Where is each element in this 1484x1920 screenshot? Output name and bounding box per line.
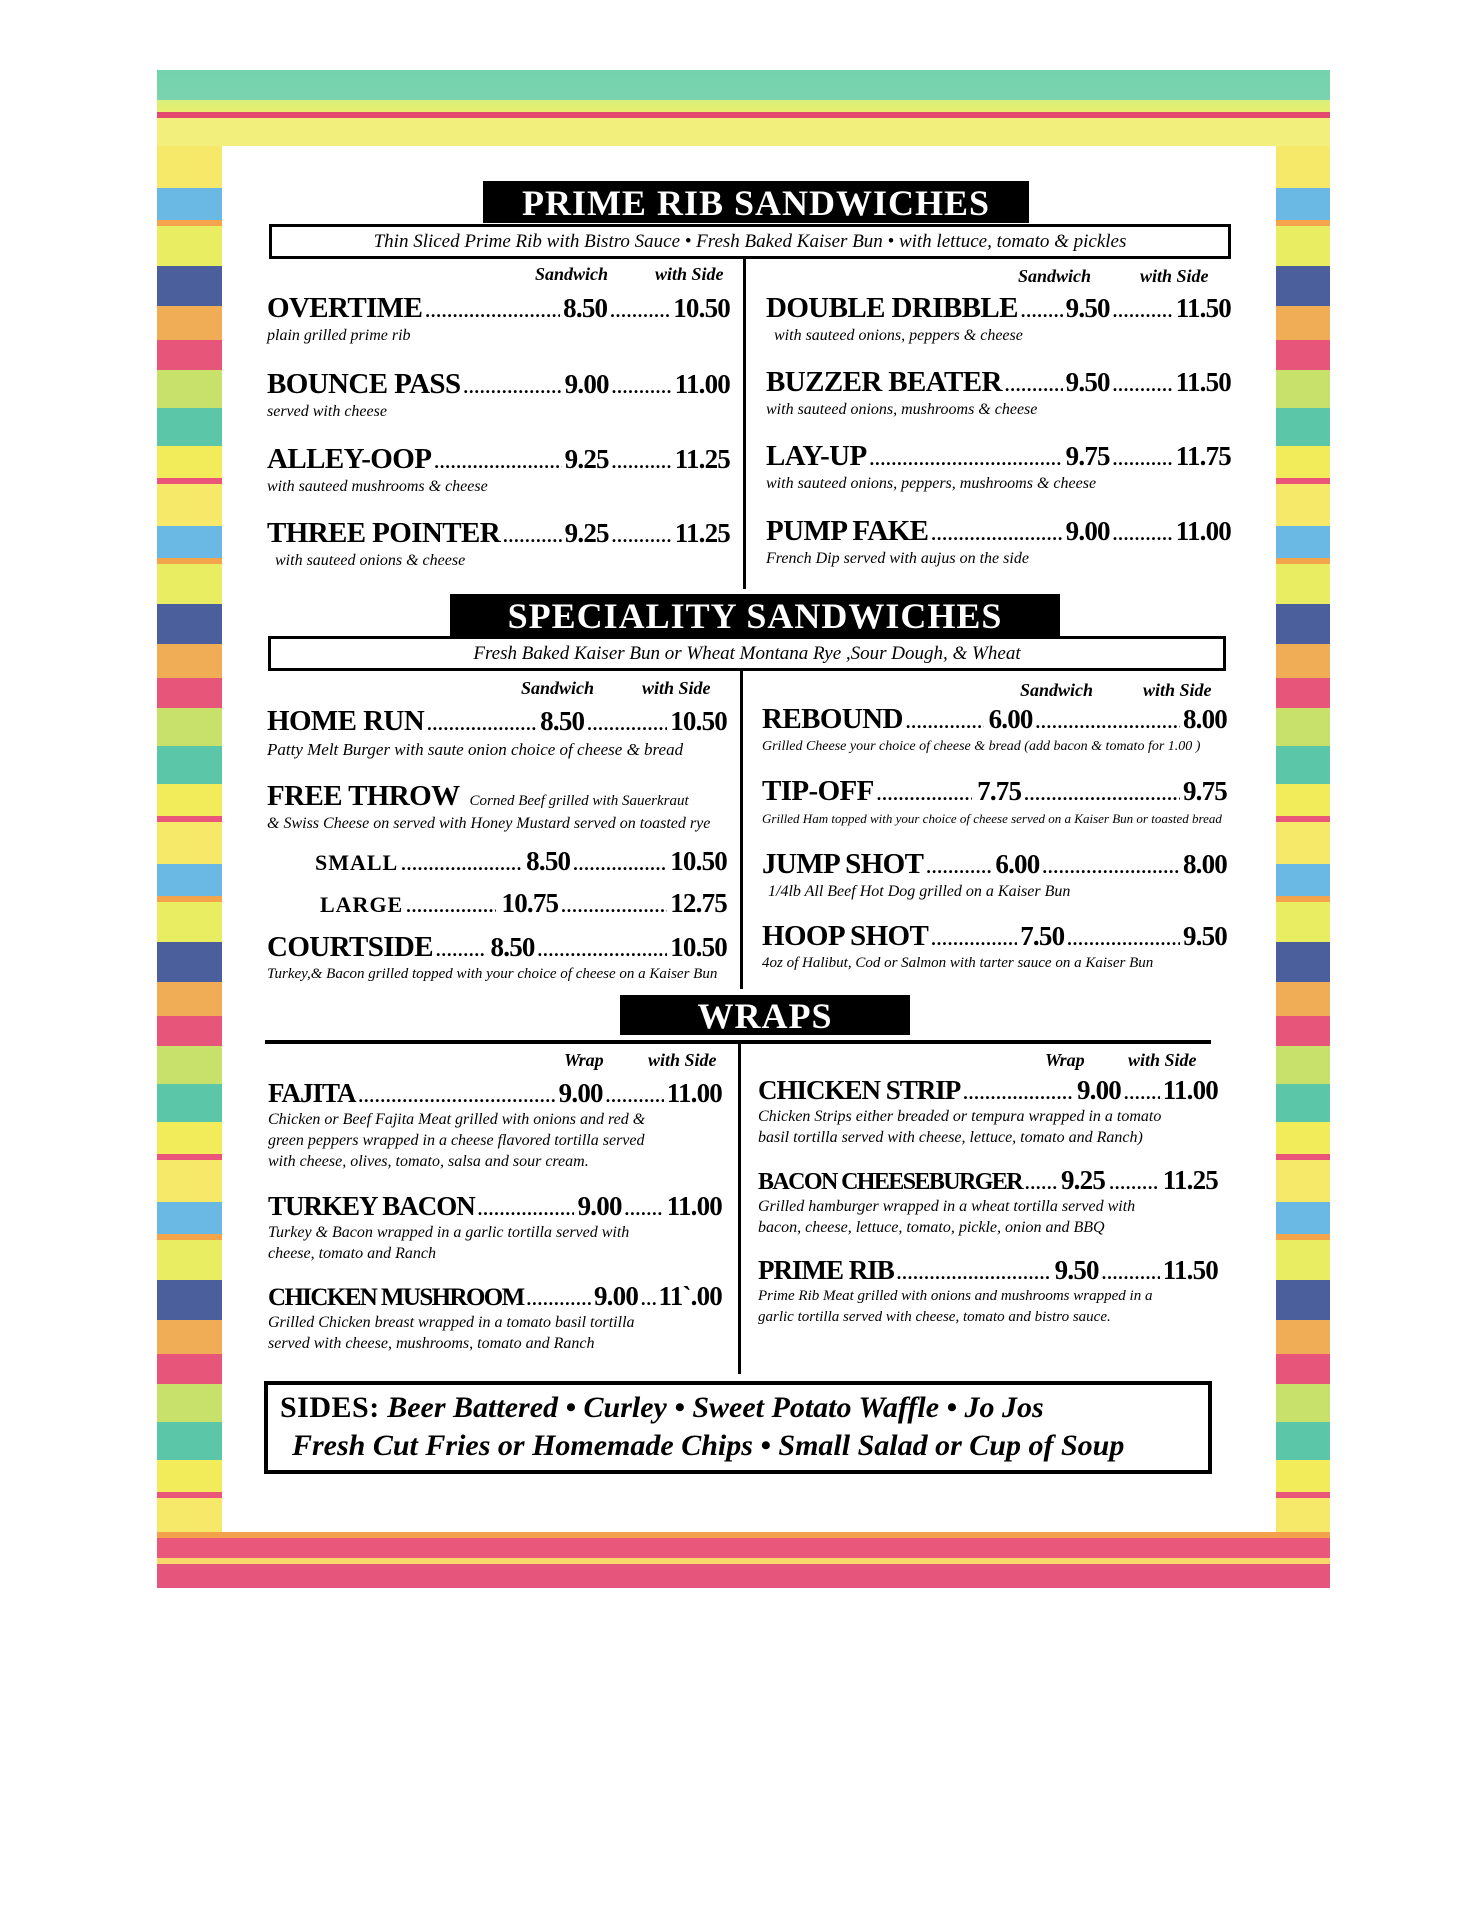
- item-inline-desc: Corned Beef grilled with Sauerkraut: [469, 793, 689, 809]
- item-price: 9.00: [1065, 516, 1110, 546]
- item-name: LARGE: [320, 892, 404, 917]
- col-head-sandwich: Sandwich: [1020, 680, 1094, 700]
- col-head-with-side: with Side: [1143, 680, 1212, 700]
- item-price: 7.50: [1020, 921, 1065, 951]
- item-desc-line: bacon, cheese, lettuce, tomato, pickle, onion and BBQ: [758, 1219, 1105, 1236]
- item-price: 9.00: [564, 369, 609, 399]
- item-price: 7.75: [977, 776, 1022, 806]
- item-price: 9.25: [564, 444, 609, 474]
- sides-box: [264, 1381, 1212, 1474]
- item-price: 9.75: [1065, 441, 1110, 471]
- wrap-item-chicken-mushroom: [268, 1281, 722, 1354]
- wrap-item-bacon-cheeseburger: [758, 1165, 1218, 1238]
- item-price: 8.50: [563, 293, 608, 323]
- menu-item-rebound: [762, 703, 1227, 757]
- item-side-price: 11.25: [1162, 1165, 1218, 1195]
- item-name: TURKEY BACON: [268, 1191, 475, 1221]
- item-desc-line: Turkey & Bacon wrapped in a garlic tortilla served with: [268, 1224, 630, 1241]
- item-name: CHICKEN STRIP: [758, 1075, 961, 1105]
- col-head-with-side: with Side: [648, 1050, 717, 1070]
- item-side-price: 9.75: [1182, 776, 1227, 806]
- item-desc: Grilled Cheese your choice of cheese & bread (add bacon & tomato for 1.00 ): [762, 739, 1201, 754]
- menu-item-courtside: [267, 931, 727, 985]
- col-head-with-side: with Side: [1140, 266, 1209, 286]
- item-desc-line: green peppers wrapped in a cheese flavored tortilla served: [268, 1132, 645, 1149]
- item-name: BUZZER BEATER: [766, 366, 1002, 398]
- menu-item-tip-off: [762, 775, 1227, 829]
- item-desc: 1/4lb All Beef Hot Dog grilled on a Kaiser Bun: [768, 883, 1071, 900]
- wraps-divider: [738, 1044, 741, 1374]
- item-price: 9.00: [593, 1281, 639, 1311]
- item-price: 9.00: [577, 1191, 622, 1221]
- item-side-price: 11.00: [666, 1191, 722, 1221]
- item-side-price: 10.50: [670, 846, 727, 876]
- sides-line-1: Beer Battered • Curley • Sweet Potato Waffle • Jo Jos: [387, 1391, 1044, 1424]
- item-name: ALLEY-OOP: [267, 443, 432, 475]
- menu-item-overtime: [267, 292, 730, 346]
- item-side-price: 10.50: [670, 932, 727, 962]
- item-side-price: 9.50: [1182, 921, 1227, 951]
- item-price: 6.00: [988, 704, 1033, 734]
- item-name: HOOP SHOT: [762, 920, 929, 952]
- item-name: JUMP SHOT: [762, 848, 924, 880]
- menu-item-jump-shot: [762, 848, 1227, 902]
- item-price: 10.75: [501, 888, 559, 918]
- menu-item-lay-up: [766, 440, 1231, 494]
- item-desc-line: Prime Rib Meat grilled with onions and mushrooms wrapped in a: [758, 1288, 1153, 1304]
- sides-line-2: Fresh Cut Fries or Homemade Chips • Small Salad or Cup of Soup: [292, 1429, 1125, 1462]
- item-side-price: 11.25: [674, 444, 730, 474]
- item-side-price: 8.00: [1182, 849, 1227, 879]
- item-price: 8.50: [526, 846, 571, 876]
- item-price: 9.25: [1060, 1165, 1106, 1195]
- item-name: CHICKEN MUSHROOM: [268, 1284, 524, 1311]
- item-price: 9.50: [1065, 293, 1110, 323]
- speciality-subtitle: Fresh Baked Kaiser Bun or Wheat Montana Rye ,Sour Dough, & Wheat: [268, 636, 1226, 671]
- menu-item-small: [315, 846, 727, 877]
- item-side-price: 11.00: [1175, 516, 1231, 546]
- item-name: REBOUND: [762, 703, 903, 735]
- item-side-price: 11.50: [1175, 367, 1231, 397]
- speciality-title: SPECIALITY SANDWICHES: [450, 594, 1060, 636]
- item-side-price: 11.00: [674, 369, 730, 399]
- item-name: FREE THROW: [267, 780, 460, 812]
- item-desc: with sauteed mushrooms & cheese: [267, 478, 488, 495]
- col-head-sandwich: Sandwich: [1018, 266, 1092, 286]
- item-price: 9.25: [564, 518, 609, 548]
- col-head-with-side: with Side: [655, 264, 724, 284]
- item-desc: 4oz of Halibut, Cod or Salmon with tarter sauce on a Kaiser Bun: [762, 955, 1154, 971]
- item-name: BACON CHEESEBURGER: [758, 1169, 1022, 1195]
- item-name: BOUNCE PASS: [267, 368, 461, 400]
- item-desc-line: Grilled hamburger wrapped in a wheat tortilla served with: [758, 1198, 1136, 1215]
- col-head-sandwich: Sandwich: [521, 678, 595, 698]
- menu-item-three-pointer: [267, 517, 730, 571]
- menu-item-double-dribble: [766, 292, 1231, 346]
- speciality-divider: [740, 671, 743, 989]
- item-desc: French Dip served with aujus on the side: [766, 550, 1029, 567]
- item-desc-line: basil tortilla served with cheese, lettuce, tomato and Ranch): [758, 1129, 1143, 1146]
- item-desc: Patty Melt Burger with saute onion choice of cheese & bread: [267, 740, 684, 759]
- item-side-price: 10.50: [670, 706, 727, 736]
- item-side-price: 11.75: [1175, 441, 1231, 471]
- menu-item-buzzer-beater: [766, 366, 1231, 420]
- item-name: LAY-UP: [766, 440, 867, 472]
- item-side-price: 11.25: [674, 518, 730, 548]
- col-head-with-side: with Side: [1128, 1050, 1197, 1070]
- item-name: THREE POINTER: [267, 517, 501, 549]
- item-desc: with sauteed onions & cheese: [275, 552, 466, 569]
- item-desc: Grilled Ham topped with your choice of cheese served on a Kaiser Bun or toasted bread: [762, 811, 1222, 826]
- item-price: 9.00: [1076, 1075, 1122, 1105]
- item-price: 8.50: [540, 706, 585, 736]
- item-side-price: 11.50: [1162, 1255, 1218, 1285]
- item-desc-line: with cheese, olives, tomato, salsa and sour cream.: [268, 1153, 589, 1170]
- item-desc-line: Chicken Strips either breaded or tempura wrapped in a tomato: [758, 1108, 1162, 1125]
- item-desc: plain grilled prime rib: [267, 327, 411, 344]
- item-desc-line: Chicken or Beef Fajita Meat grilled with onions and red &: [268, 1111, 646, 1128]
- item-name: PRIME RIB: [758, 1255, 894, 1285]
- col-head-sandwich: Sandwich: [535, 264, 609, 284]
- item-side-price: 11.00: [1162, 1075, 1218, 1105]
- menu-item-home-run: [267, 705, 727, 761]
- wraps-title: WRAPS: [620, 995, 910, 1035]
- item-side-price: 11.50: [1175, 293, 1231, 323]
- item-price: 9.00: [558, 1078, 603, 1108]
- wrap-item-chicken-strip: [758, 1075, 1218, 1148]
- item-price: 8.50: [490, 932, 535, 962]
- item-price: 6.00: [995, 849, 1040, 879]
- item-price: 9.50: [1065, 367, 1110, 397]
- item-name: TIP-OFF: [762, 775, 874, 807]
- wrap-item-fajita: [268, 1078, 722, 1172]
- item-side-price: 11`.00: [658, 1281, 722, 1311]
- menu-item-large: [320, 888, 727, 919]
- item-desc-line: cheese, tomato and Ranch: [268, 1245, 436, 1262]
- item-price: 9.50: [1054, 1255, 1099, 1285]
- col-head-wrap: Wrap: [564, 1050, 604, 1070]
- item-desc: with sauteed onions, peppers & cheese: [774, 327, 1023, 344]
- item-desc: served with cheese: [267, 403, 387, 420]
- item-name: DOUBLE DRIBBLE: [766, 292, 1018, 324]
- menu-item-hoop-shot: [762, 920, 1227, 974]
- col-head-wrap: Wrap: [1045, 1050, 1085, 1070]
- placemat-top-stripes: [157, 70, 1330, 146]
- item-side-price: 11.00: [666, 1078, 722, 1108]
- item-desc: with sauteed onions, mushrooms & cheese: [766, 401, 1038, 418]
- item-side-price: 10.50: [673, 293, 730, 323]
- item-desc: Turkey,& Bacon grilled topped with your choice of cheese on a Kaiser Bun: [267, 966, 718, 982]
- menu-item-bounce-pass: [267, 368, 730, 422]
- menu-item-alley-oop: [267, 443, 730, 497]
- item-name: SMALL: [315, 850, 399, 875]
- item-desc: with sauteed onions, peppers, mushrooms & cheese: [766, 475, 1097, 492]
- item-name: PUMP FAKE: [766, 515, 929, 547]
- menu-item-pump-fake: [766, 515, 1231, 569]
- sides-label: SIDES:: [280, 1391, 380, 1424]
- item-name: OVERTIME: [267, 292, 423, 324]
- item-desc-line: served with cheese, mushrooms, tomato and Ranch: [268, 1335, 595, 1352]
- item-side-price: 8.00: [1182, 704, 1227, 734]
- item-desc: & Swiss Cheese on served with Honey Mustard served on toasted rye: [267, 815, 711, 832]
- wrap-item-prime-rib: [758, 1255, 1218, 1328]
- prime-rib-title: PRIME RIB SANDWICHES: [483, 181, 1029, 223]
- item-desc-line: Grilled Chicken breast wrapped in a tomato basil tortilla: [268, 1314, 635, 1331]
- wrap-item-turkey-bacon: [268, 1191, 722, 1264]
- item-name: FAJITA: [268, 1078, 356, 1108]
- item-name: COURTSIDE: [267, 931, 434, 963]
- col-head-with-side: with Side: [642, 678, 711, 698]
- prime-rib-subtitle: Thin Sliced Prime Rib with Bistro Sauce • Fresh Baked Kaiser Bun • with lettuce, tomato & pickles: [269, 224, 1231, 259]
- placemat-bottom-stripes: [157, 1532, 1330, 1588]
- item-desc-line: garlic tortilla served with cheese, tomato and bistro sauce.: [758, 1309, 1111, 1325]
- prime-rib-divider: [743, 259, 746, 589]
- menu-item-free-throw: [267, 780, 737, 834]
- item-name: HOME RUN: [267, 705, 425, 737]
- item-side-price: 12.75: [670, 888, 727, 918]
